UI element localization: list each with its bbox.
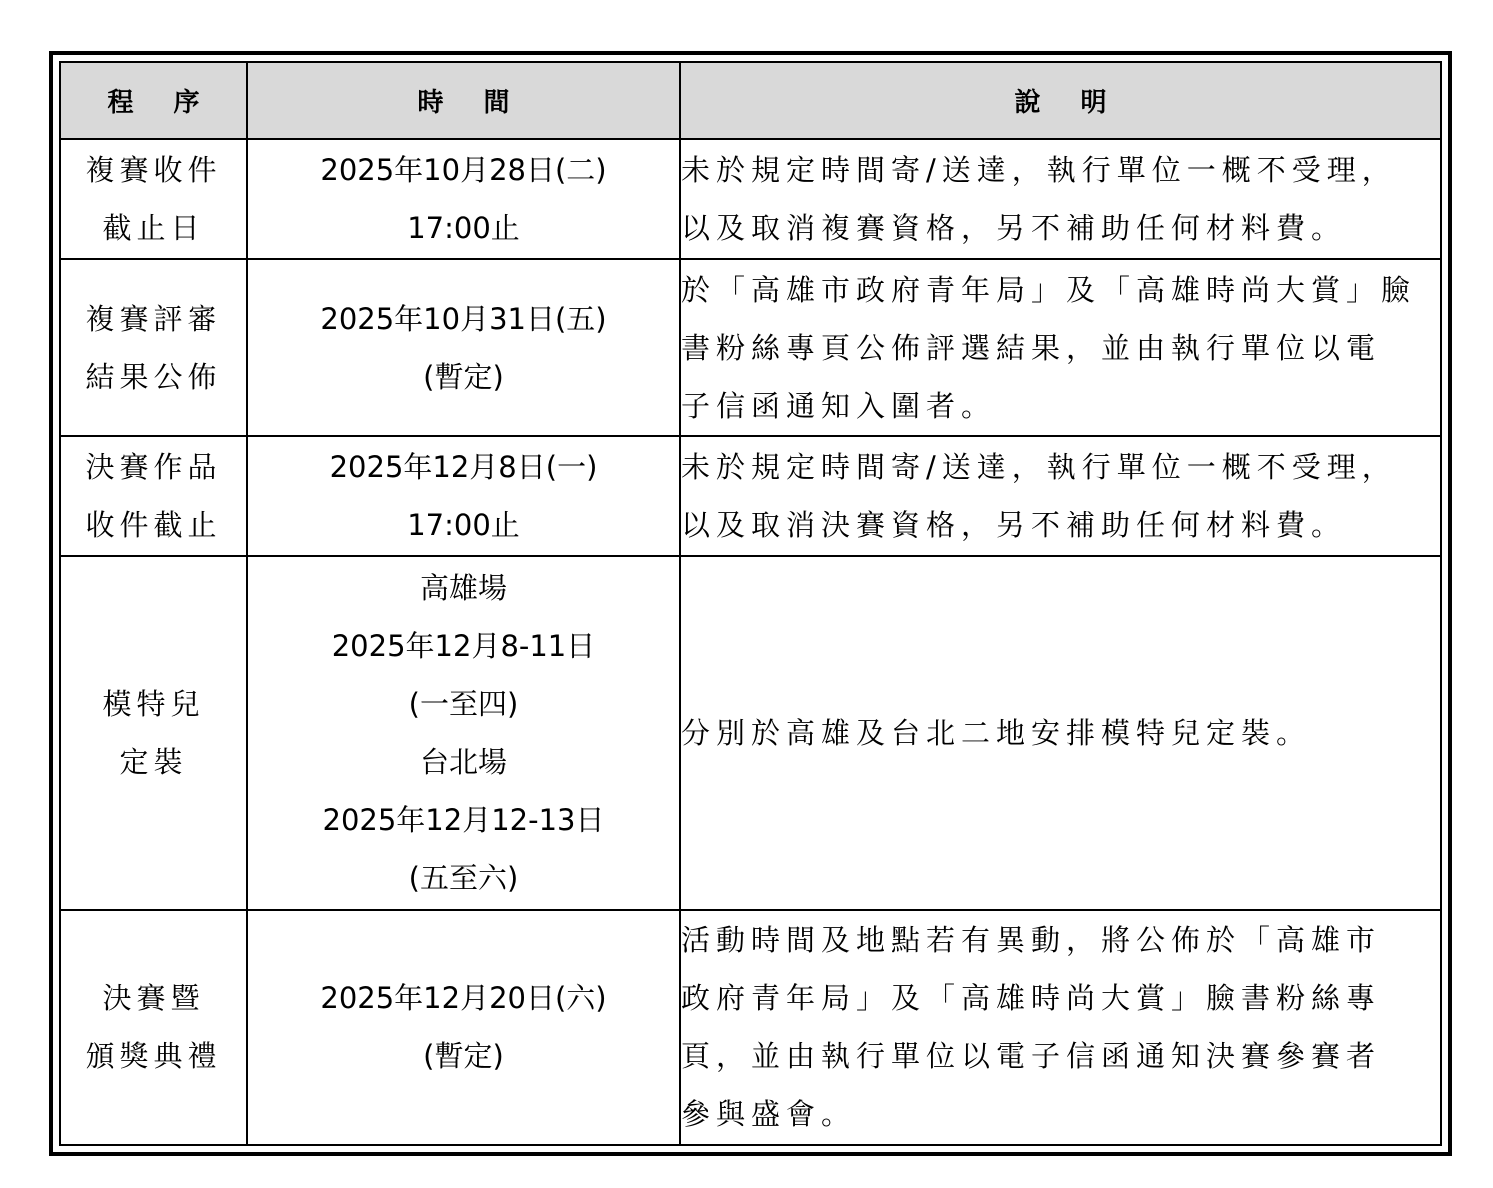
cell-line: 參與盛會。 bbox=[681, 1097, 857, 1132]
procedure-cell bbox=[60, 139, 247, 259]
description-cell bbox=[680, 139, 1441, 259]
cell-line: 複賽評審 bbox=[85, 301, 222, 336]
cell-line: 定裝 bbox=[119, 745, 188, 780]
time-cell bbox=[247, 436, 680, 556]
cell-line: (一至四) bbox=[408, 687, 519, 722]
cell-line: 2025年12月20日(六) bbox=[320, 981, 607, 1016]
procedure-cell bbox=[60, 259, 247, 436]
time-cell bbox=[247, 910, 680, 1145]
cell-line: (暫定) bbox=[423, 1039, 504, 1074]
header-description: 說明 bbox=[680, 62, 1441, 139]
cell-line: 2025年10月31日(五) bbox=[320, 301, 607, 336]
cell-line: (暫定) bbox=[423, 359, 504, 394]
cell-line: 台北場 bbox=[419, 745, 507, 780]
cell-line: 政府青年局」及「高雄時尚大賞」臉書粉絲專 bbox=[681, 981, 1382, 1016]
header-time: 時間 bbox=[247, 62, 680, 139]
table-row bbox=[60, 139, 1441, 259]
cell-line: 頁，並由執行單位以電子信函通知決賽參賽者 bbox=[681, 1039, 1382, 1074]
header-row bbox=[60, 62, 1441, 139]
table-row bbox=[60, 556, 1441, 909]
cell-line: 子信函通知入圍者。 bbox=[681, 388, 997, 423]
schedule-table bbox=[59, 61, 1442, 1146]
schedule-frame bbox=[49, 51, 1452, 1156]
cell-line: 以及取消複賽資格，另不補助任何材料費。 bbox=[681, 211, 1347, 246]
description-cell bbox=[680, 556, 1441, 909]
cell-line: 書粉絲專頁公佈評選結果，並由執行單位以電 bbox=[681, 330, 1382, 365]
cell-line: 收件截止 bbox=[85, 508, 222, 543]
cell-line: 未於規定時間寄/送達，執行單位一概不受理， bbox=[681, 153, 1397, 188]
procedure-cell bbox=[60, 436, 247, 556]
procedure-cell bbox=[60, 910, 247, 1145]
time-cell bbox=[247, 139, 680, 259]
description-cell bbox=[680, 259, 1441, 436]
time-cell bbox=[247, 556, 680, 909]
table-row bbox=[60, 436, 1441, 556]
cell-line: 複賽收件 bbox=[85, 153, 222, 188]
cell-line: 未於規定時間寄/送達，執行單位一概不受理， bbox=[681, 450, 1397, 485]
cell-line: 決賽作品 bbox=[85, 450, 222, 485]
cell-line: (五至六) bbox=[408, 861, 519, 896]
description-cell bbox=[680, 436, 1441, 556]
cell-line: 分別於高雄及台北二地安排模特兒定裝。 bbox=[681, 716, 1312, 751]
cell-line: 17:00止 bbox=[407, 211, 520, 246]
table-row bbox=[60, 259, 1441, 436]
procedure-cell bbox=[60, 556, 247, 909]
cell-line: 高雄場 bbox=[419, 571, 507, 606]
cell-line: 模特兒 bbox=[102, 687, 205, 722]
description-cell bbox=[680, 910, 1441, 1145]
cell-line: 頒獎典禮 bbox=[85, 1039, 222, 1074]
cell-line: 截止日 bbox=[102, 211, 205, 246]
cell-line: 2025年10月28日(二) bbox=[320, 153, 607, 188]
time-cell bbox=[247, 259, 680, 436]
cell-line: 以及取消決賽資格，另不補助任何材料費。 bbox=[681, 508, 1347, 543]
cell-line: 決賽暨 bbox=[102, 981, 205, 1016]
header-procedure: 程序 bbox=[60, 62, 247, 139]
cell-line: 於「高雄市政府青年局」及「高雄時尚大賞」臉 bbox=[681, 272, 1417, 307]
cell-line: 2025年12月12-13日 bbox=[322, 803, 605, 838]
cell-line: 2025年12月8日(一) bbox=[329, 450, 598, 485]
cell-line: 活動時間及地點若有異動，將公佈於「高雄市 bbox=[681, 923, 1382, 958]
cell-line: 17:00止 bbox=[407, 508, 520, 543]
cell-line: 2025年12月8-11日 bbox=[331, 629, 596, 664]
table-row bbox=[60, 910, 1441, 1145]
cell-line: 結果公佈 bbox=[85, 359, 222, 394]
